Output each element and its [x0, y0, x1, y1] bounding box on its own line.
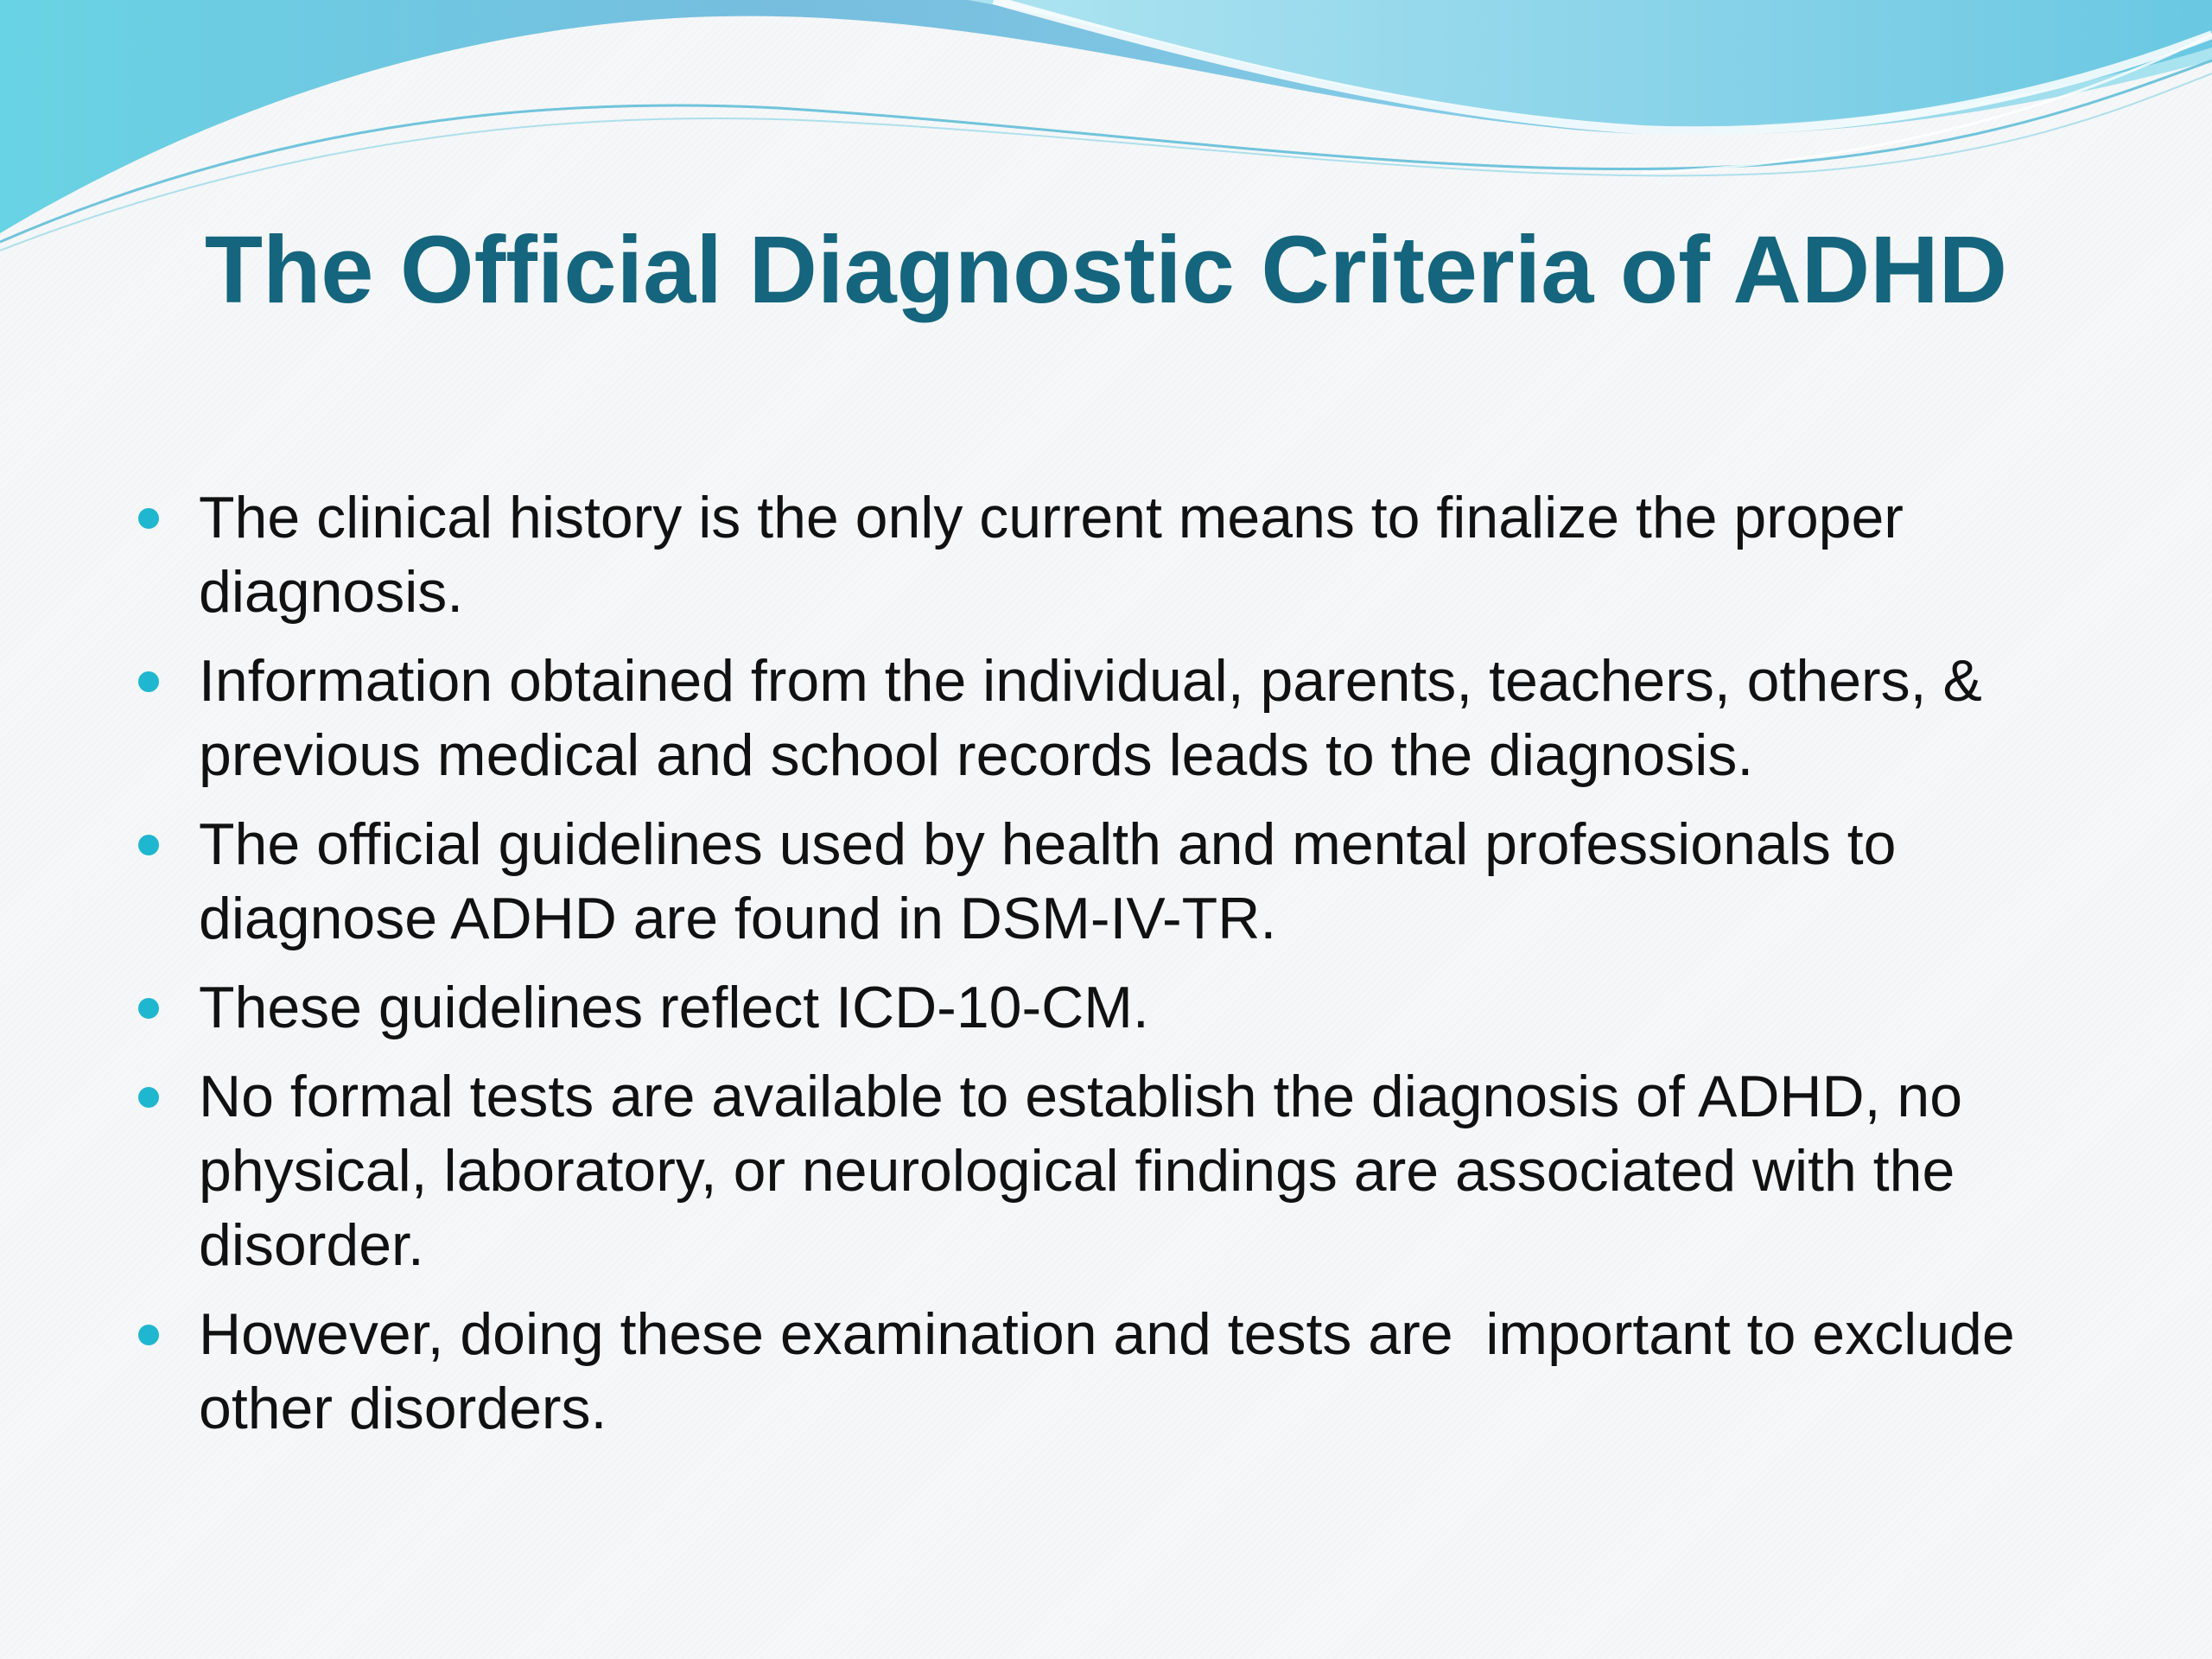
bullet-icon — [138, 508, 159, 529]
bullet-text: However, doing these examination and tests are important to exclude other disorders. — [199, 1301, 2031, 1441]
bullet-item — [130, 970, 2117, 1045]
bullet-text: The clinical history is the only current means to finalize the proper diagnosis. — [199, 485, 1920, 625]
bullet-list — [130, 480, 2117, 1460]
bullet-icon — [138, 1325, 159, 1345]
bullet-text: The official guidelines used by health and mental professionals to diagnose ADHD are found in DSM-IV-TR. — [199, 811, 1913, 951]
bullet-icon — [138, 835, 159, 855]
bullet-item — [130, 1297, 2117, 1446]
bullet-text: No formal tests are available to establish the diagnosis of ADHD, no physical, laboratory, or neurological findings are associated with the disorder. — [199, 1064, 1979, 1278]
bullet-icon — [138, 1087, 159, 1108]
bullet-icon — [138, 671, 159, 692]
bullet-text: These guidelines reflect ICD-10-CM. — [199, 975, 1149, 1040]
bullet-item — [130, 807, 2117, 956]
bullet-item — [130, 480, 2117, 629]
bullet-item — [130, 1059, 2117, 1282]
bullet-text: Information obtained from the individual, parents, teachers, others, & previous medical and school records leads to the diagnosis. — [199, 648, 1999, 788]
bullet-icon — [138, 998, 159, 1019]
bullet-item — [130, 644, 2117, 792]
slide-title: The Official Diagnostic Criteria of ADHD — [204, 217, 2008, 323]
